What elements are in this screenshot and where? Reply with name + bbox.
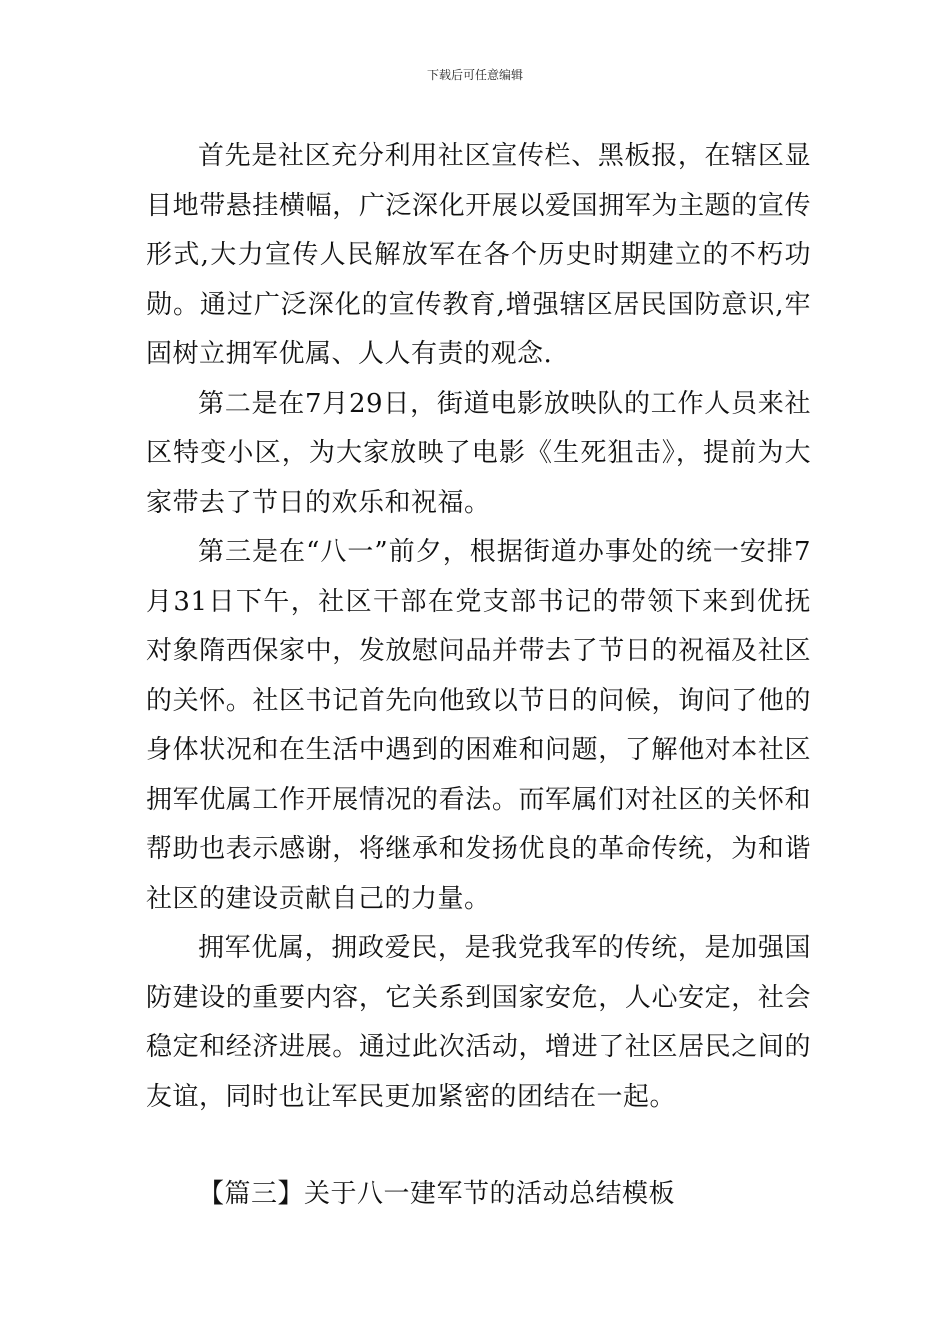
document-body xyxy=(146,132,811,1122)
page-header-note: 下载后可任意编辑 xyxy=(426,68,523,82)
paragraph-2: 第二是在7月29日，街道电影放映队的工作人员来社区特变小区，为大家放映了电影《生死狙击》，提前为大家带去了节日的欢乐和祝福。 xyxy=(146,388,811,518)
paragraph-3: 第三是在“八一”前夕，根据街道办事处的统一安排7月31日下午，社区干部在党支部书记的带领下来到优抚对象隋西保家中，发放慰问品并带去了节日的祝福及社区的关怀。社区书记首先向他致以节日的问候，询问了他的身体状况和在生活中遇到的困难和问题，了解他对本社区拥军优属工作开展情况的看法。而军属们对社区的关怀和帮助也表示感谢，将继承和发扬优良的革命传统，为和谐社区的建设贡献自己的力量。 xyxy=(146,537,811,914)
paragraph-4: 拥军优属，拥政爱民，是我党我军的传统，是加强国防建设的重要内容，它关系到国家安危，人心安定，社会稳定和经济进展。通过此次活动，增进了社区居民之间的友谊，同时也让军民更加紧密的团结在一起。 xyxy=(146,933,811,1112)
section-heading: 【篇三】关于八一建军节的活动总结模板 xyxy=(198,1179,676,1209)
paragraph-1: 首先是社区充分利用社区宣传栏、黑板报，在辖区显目地带悬挂横幅，广泛深化开展以爱国拥军为主题的宣传形式,大力宣传人民解放军在各个历史时期建立的不朽功勋。通过广泛深化的宣传教育,增强辖区居民国防意识,牢固树立拥军优属、人人有责的观念. xyxy=(146,141,811,369)
